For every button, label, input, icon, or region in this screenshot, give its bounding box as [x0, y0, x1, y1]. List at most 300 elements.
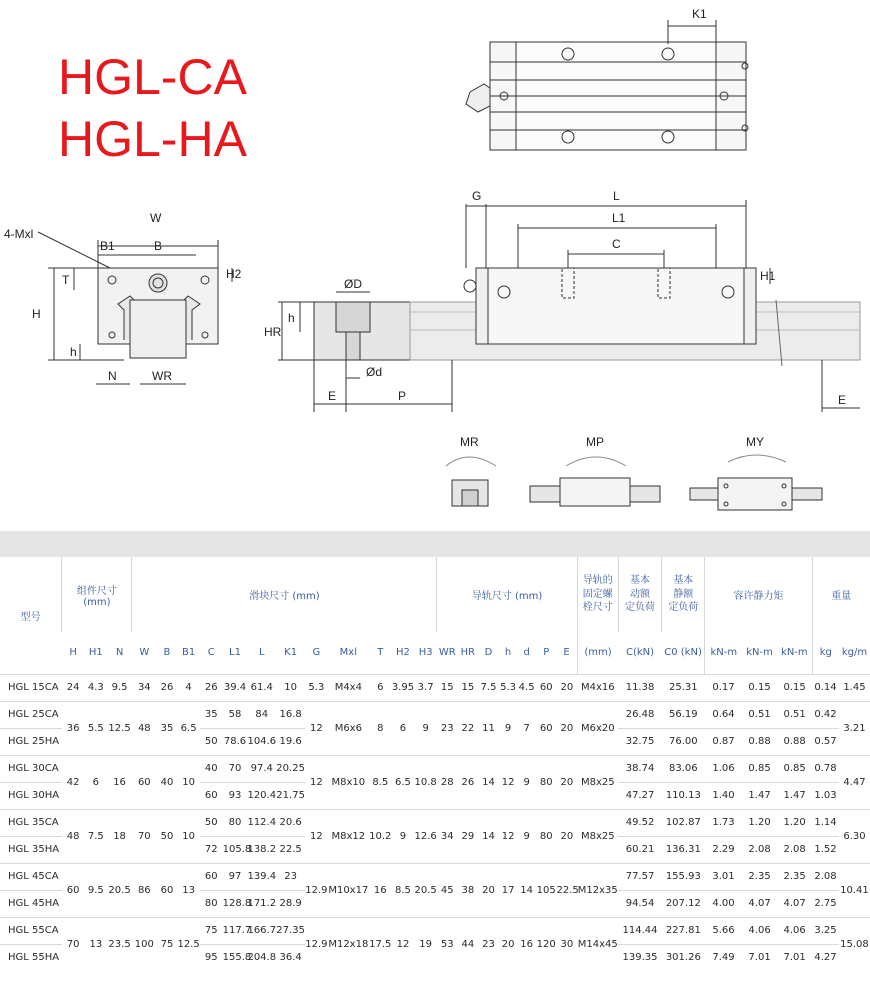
value-cell: 60.21	[618, 836, 661, 863]
value-cell: 34	[132, 674, 157, 701]
value-cell: 20	[499, 917, 518, 971]
unit-header: kN-m	[705, 632, 742, 674]
value-cell: 6.5	[392, 755, 415, 809]
header-stat: 基本 静额 定负荷	[662, 557, 705, 632]
value-cell: 4	[177, 674, 200, 701]
value-cell: 12.5	[107, 701, 132, 755]
value-cell: 24	[62, 674, 85, 701]
value-cell: 78.6	[223, 728, 248, 755]
value-cell: 301.26	[662, 944, 705, 971]
value-cell: 1.03	[812, 782, 839, 809]
unit-header: H2	[396, 647, 410, 659]
e2-label: E	[838, 393, 847, 407]
value-cell: M14x45	[577, 917, 618, 971]
value-cell: 15	[437, 674, 458, 701]
value-cell: 50	[157, 809, 178, 863]
value-cell: 114.44	[618, 917, 661, 944]
unit-header: C(kN)	[626, 647, 655, 659]
value-cell: 7.5	[85, 809, 108, 863]
value-cell: 1.47	[742, 782, 777, 809]
value-cell: 3.21	[839, 701, 870, 755]
value-cell: 20.25	[276, 755, 305, 782]
value-cell: 16.8	[276, 701, 305, 728]
value-cell: 1.06	[705, 755, 742, 782]
value-cell: 100	[132, 917, 157, 971]
title-hgl-ha: HGL-HA	[58, 111, 247, 167]
value-cell: 56.19	[662, 701, 705, 728]
value-cell: 12	[305, 809, 328, 863]
value-cell: 58	[223, 701, 248, 728]
value-cell: 166.7	[247, 917, 276, 944]
unit-header: P	[543, 647, 550, 659]
value-cell: 9	[414, 701, 437, 755]
model-cell: HGL 45HA	[0, 890, 62, 917]
model-cell: HGL 30CA	[0, 755, 62, 782]
value-cell: 10.8	[414, 755, 437, 809]
sd-label: Ød	[366, 365, 383, 379]
unit-header: kN-m	[746, 647, 773, 659]
value-cell: 20	[557, 809, 578, 863]
value-cell: 26	[458, 755, 479, 809]
value-cell: 32.75	[618, 728, 661, 755]
value-cell: 117.7	[223, 917, 248, 944]
table-row	[0, 674, 870, 701]
value-cell: 6.5	[177, 701, 200, 755]
value-cell: 22	[458, 701, 479, 755]
h-small-label: h	[70, 345, 77, 359]
value-cell: 1.52	[812, 836, 839, 863]
moment-icons	[446, 455, 822, 510]
value-cell: 110.13	[662, 782, 705, 809]
value-cell: 60	[536, 701, 557, 755]
value-cell: 0.57	[812, 728, 839, 755]
e-label: E	[328, 389, 337, 403]
value-cell: 4.06	[777, 917, 812, 944]
value-cell: 60	[132, 755, 157, 809]
value-cell: 20	[478, 863, 499, 917]
table-row	[0, 701, 870, 728]
value-cell: 60	[200, 782, 223, 809]
value-cell: 171.2	[247, 890, 276, 917]
value-cell: 26	[157, 674, 178, 701]
value-cell: 0.51	[777, 701, 812, 728]
value-cell: 17	[499, 863, 518, 917]
value-cell: 105.8	[223, 836, 248, 863]
unit-header: N	[115, 647, 124, 659]
unit-header: HR	[460, 647, 476, 659]
value-cell: 2.08	[742, 836, 777, 863]
unit-header: (mm)	[577, 632, 618, 674]
value-cell: 2.08	[777, 836, 812, 863]
value-cell: 6.30	[839, 809, 870, 863]
value-cell: M4x4	[328, 674, 369, 701]
value-cell: 16	[107, 755, 132, 809]
value-cell: 22.5	[276, 836, 305, 863]
g-label: G	[472, 189, 482, 203]
unit-header: D	[484, 647, 493, 659]
value-cell: 11	[478, 701, 499, 755]
value-cell: 0.87	[705, 728, 742, 755]
value-cell: 10	[276, 674, 305, 701]
value-cell: 4.47	[839, 755, 870, 809]
value-cell: 7	[517, 701, 536, 755]
value-cell: 4.07	[777, 890, 812, 917]
value-cell: 19	[414, 917, 437, 971]
title-hgl-ca: HGL-CA	[58, 49, 247, 105]
model-cell: HGL 55CA	[0, 917, 62, 944]
value-cell: 2.35	[777, 863, 812, 890]
value-cell: 5.66	[705, 917, 742, 944]
model-cell: HGL 30HA	[0, 782, 62, 809]
value-cell: 84	[247, 701, 276, 728]
hh-label: h	[288, 311, 295, 325]
value-cell: 29	[458, 809, 479, 863]
unit-header: C0 (kN)	[664, 647, 702, 659]
value-cell: 42	[62, 755, 85, 809]
value-cell: 2.08	[812, 863, 839, 890]
value-cell: M12x35	[577, 863, 618, 917]
value-cell: 112.4	[247, 809, 276, 836]
value-cell: 155.8	[223, 944, 248, 971]
value-cell: 102.87	[662, 809, 705, 836]
value-cell: 10	[177, 755, 200, 809]
value-cell: 5.5	[85, 701, 108, 755]
value-cell: 120	[536, 917, 557, 971]
value-cell: 76.00	[662, 728, 705, 755]
header-weight: 重量	[812, 557, 870, 632]
value-cell: 15.08	[839, 917, 870, 971]
value-cell: 7.49	[705, 944, 742, 971]
value-cell: 75	[200, 917, 223, 944]
front-view-drawing	[38, 232, 232, 384]
value-cell: 12	[305, 701, 328, 755]
value-cell: 9	[517, 755, 536, 809]
value-cell: 50	[200, 809, 223, 836]
value-cell: 20	[557, 674, 578, 701]
value-cell: 26.48	[618, 701, 661, 728]
value-cell: 49.52	[618, 809, 661, 836]
value-cell: 1.45	[839, 674, 870, 701]
value-cell: 60	[200, 863, 223, 890]
unit-header: Mxl	[339, 647, 357, 659]
h2-label: H2	[226, 267, 242, 281]
value-cell: 4.06	[742, 917, 777, 944]
value-cell: 60	[536, 674, 557, 701]
value-cell: 12.6	[414, 809, 437, 863]
model-cell: HGL 15CA	[0, 674, 62, 701]
value-cell: 1.73	[705, 809, 742, 836]
value-cell: 22.5	[557, 863, 578, 917]
value-cell: 207.12	[662, 890, 705, 917]
model-cell: HGL 55HA	[0, 944, 62, 971]
value-cell: 14	[517, 863, 536, 917]
value-cell: 0.64	[705, 701, 742, 728]
value-cell: 13	[85, 917, 108, 971]
unit-header: B1	[182, 647, 196, 659]
value-cell: 2.35	[742, 863, 777, 890]
b-label: B	[154, 239, 163, 253]
value-cell: 8.5	[392, 863, 415, 917]
value-cell: 27.35	[276, 917, 305, 944]
c-label: C	[612, 237, 621, 251]
value-cell: 7.01	[742, 944, 777, 971]
value-cell: M8x10	[328, 755, 369, 809]
unit-header: H1	[88, 647, 103, 659]
w-label: W	[150, 211, 162, 225]
unit-header: WR	[438, 647, 456, 659]
value-cell: 3.95	[392, 674, 415, 701]
value-cell: 8	[369, 701, 392, 755]
value-cell: 25.31	[662, 674, 705, 701]
l-label: L	[613, 189, 620, 203]
unit-header: H	[69, 647, 77, 659]
value-cell: 86	[132, 863, 157, 917]
value-cell: 2.29	[705, 836, 742, 863]
value-cell: 6	[392, 701, 415, 755]
h-label: H	[32, 307, 41, 321]
header-moment: 容许静力矩	[705, 557, 812, 632]
model-cell: HGL 25CA	[0, 701, 62, 728]
value-cell: 5.3	[499, 674, 518, 701]
value-cell: 21.75	[276, 782, 305, 809]
value-cell: 60	[157, 863, 178, 917]
header-assembly: 组件尺寸 (mm)	[62, 557, 132, 632]
value-cell: 20	[557, 755, 578, 809]
value-cell: 9	[392, 809, 415, 863]
side-view-drawing	[278, 200, 860, 412]
value-cell: 44	[458, 917, 479, 971]
value-cell: 227.81	[662, 917, 705, 944]
value-cell: 120.4	[247, 782, 276, 809]
value-cell: 11.38	[618, 674, 661, 701]
value-cell: 34	[437, 809, 458, 863]
value-cell: 10	[177, 809, 200, 863]
value-cell: 45	[437, 863, 458, 917]
value-cell: 70	[62, 917, 85, 971]
k1-label: K1	[692, 7, 707, 21]
value-cell: 6	[369, 674, 392, 701]
value-cell: 38	[458, 863, 479, 917]
value-cell: 3.25	[812, 917, 839, 944]
value-cell: 36.4	[276, 944, 305, 971]
mxl-label: 4-Mxl	[4, 227, 34, 241]
header-rail: 导轨尺寸 (mm)	[437, 557, 577, 632]
model-cell: HGL 25HA	[0, 728, 62, 755]
value-cell: 3.7	[414, 674, 437, 701]
value-cell: 14	[478, 755, 499, 809]
value-cell: 80	[200, 890, 223, 917]
value-cell: 28.9	[276, 890, 305, 917]
table-row	[0, 917, 870, 944]
value-cell: 48	[132, 701, 157, 755]
value-cell: M4x16	[577, 674, 618, 701]
unit-header: kg	[812, 632, 839, 674]
value-cell: 80	[536, 809, 557, 863]
unit-header: L	[258, 647, 265, 659]
value-cell: 0.88	[742, 728, 777, 755]
value-cell: M10x17	[328, 863, 369, 917]
value-cell: 16	[517, 917, 536, 971]
model-cell: HGL 45CA	[0, 863, 62, 890]
value-cell: 35	[200, 701, 223, 728]
value-cell: 4.3	[85, 674, 108, 701]
value-cell: 48	[62, 809, 85, 863]
unit-header: d	[523, 647, 530, 659]
value-cell: 95	[200, 944, 223, 971]
value-cell: 4.00	[705, 890, 742, 917]
value-cell: 12.9	[305, 917, 328, 971]
unit-header: kN-m	[781, 647, 808, 659]
value-cell: 105	[536, 863, 557, 917]
value-cell: 39.4	[223, 674, 248, 701]
value-cell: 17.5	[369, 917, 392, 971]
value-cell: 40	[200, 755, 223, 782]
value-cell: 30	[557, 917, 578, 971]
value-cell: 19.6	[276, 728, 305, 755]
unit-header: E	[563, 647, 570, 659]
value-cell: 12	[305, 755, 328, 809]
value-cell: 53	[437, 917, 458, 971]
value-cell: 0.51	[742, 701, 777, 728]
value-cell: 23	[437, 701, 458, 755]
value-cell: 9	[517, 809, 536, 863]
value-cell: 4.5	[517, 674, 536, 701]
value-cell: 136.31	[662, 836, 705, 863]
value-cell: 0.17	[705, 674, 742, 701]
h1-label: H1	[760, 269, 776, 283]
value-cell: 77.57	[618, 863, 661, 890]
unit-header: L1	[229, 647, 241, 659]
value-cell: 28	[437, 755, 458, 809]
value-cell: 72	[200, 836, 223, 863]
t-label: T	[62, 273, 70, 287]
value-cell: 93	[223, 782, 248, 809]
unit-header: h	[504, 647, 512, 659]
value-cell: 23.5	[107, 917, 132, 971]
value-cell: M12x18	[328, 917, 369, 971]
spec-table	[0, 557, 870, 971]
wr-label: WR	[152, 369, 172, 383]
header-model: 型号	[20, 611, 41, 623]
value-cell: 139.4	[247, 863, 276, 890]
value-cell: 18	[107, 809, 132, 863]
value-cell: 0.15	[777, 674, 812, 701]
value-cell: 9	[499, 701, 518, 755]
value-cell: 20.5	[107, 863, 132, 917]
value-cell: 1.47	[777, 782, 812, 809]
header-block: 滑块尺寸 (mm)	[132, 557, 437, 632]
unit-header: B	[163, 647, 171, 659]
value-cell: 83.06	[662, 755, 705, 782]
value-cell: 12.9	[305, 863, 328, 917]
value-cell: 2.75	[812, 890, 839, 917]
value-cell: 94.54	[618, 890, 661, 917]
value-cell: 204.8	[247, 944, 276, 971]
value-cell: 6	[85, 755, 108, 809]
value-cell: 14	[478, 809, 499, 863]
value-cell: 26	[200, 674, 223, 701]
table-row	[0, 755, 870, 782]
header-dyn: 基本 动额 定负荷	[618, 557, 661, 632]
unit-header: C	[207, 647, 215, 659]
value-cell: 80	[536, 755, 557, 809]
value-cell: 20.6	[276, 809, 305, 836]
model-cell: HGL 35HA	[0, 836, 62, 863]
value-cell: 97	[223, 863, 248, 890]
value-cell: 0.88	[777, 728, 812, 755]
value-cell: M6x6	[328, 701, 369, 755]
od-label: ØD	[344, 277, 362, 291]
value-cell: 7.01	[777, 944, 812, 971]
value-cell: 9.5	[85, 863, 108, 917]
value-cell: 0.85	[742, 755, 777, 782]
value-cell: 23	[478, 917, 499, 971]
unit-header: K1	[284, 647, 298, 659]
value-cell: 138.2	[247, 836, 276, 863]
value-cell: 5.3	[305, 674, 328, 701]
value-cell: 70	[132, 809, 157, 863]
value-cell: 4.07	[742, 890, 777, 917]
header-bolt: 导轨的 固定螺 栓尺寸	[577, 557, 618, 632]
model-cell: HGL 35CA	[0, 809, 62, 836]
value-cell: M8x12	[328, 809, 369, 863]
value-cell: 12	[499, 809, 518, 863]
value-cell: 1.20	[777, 809, 812, 836]
value-cell: 70	[223, 755, 248, 782]
hr-label: HR	[264, 325, 282, 339]
value-cell: 35	[157, 701, 178, 755]
n-label: N	[108, 369, 117, 383]
value-cell: 10.2	[369, 809, 392, 863]
value-cell: 40	[157, 755, 178, 809]
value-cell: 15	[458, 674, 479, 701]
value-cell: 128.8	[223, 890, 248, 917]
value-cell: 20	[557, 701, 578, 755]
unit-header: G	[312, 647, 321, 659]
value-cell: 139.35	[618, 944, 661, 971]
value-cell: 155.93	[662, 863, 705, 890]
value-cell: 9.5	[107, 674, 132, 701]
p-label: P	[398, 389, 407, 403]
value-cell: 0.42	[812, 701, 839, 728]
value-cell: 7.5	[478, 674, 499, 701]
value-cell: 75	[157, 917, 178, 971]
top-view-drawing	[466, 20, 748, 150]
value-cell: 13	[177, 863, 200, 917]
value-cell: 0.85	[777, 755, 812, 782]
value-cell: 20.5	[414, 863, 437, 917]
value-cell: M6x20	[577, 701, 618, 755]
value-cell: 47.27	[618, 782, 661, 809]
table-row	[0, 863, 870, 890]
value-cell: 12	[392, 917, 415, 971]
value-cell: 0.14	[812, 674, 839, 701]
value-cell: 1.40	[705, 782, 742, 809]
b1-label: B1	[100, 239, 115, 253]
value-cell: 61.4	[247, 674, 276, 701]
value-cell: 0.15	[742, 674, 777, 701]
unit-header: W	[139, 647, 150, 659]
value-cell: 38.74	[618, 755, 661, 782]
unit-header: H3	[418, 647, 433, 659]
value-cell: 12	[499, 755, 518, 809]
l1-label: L1	[612, 211, 626, 225]
value-cell: M8x25	[577, 809, 618, 863]
my-label: MY	[746, 435, 764, 449]
value-cell: 4.27	[812, 944, 839, 971]
value-cell: 8.5	[369, 755, 392, 809]
value-cell: 12.5	[177, 917, 200, 971]
